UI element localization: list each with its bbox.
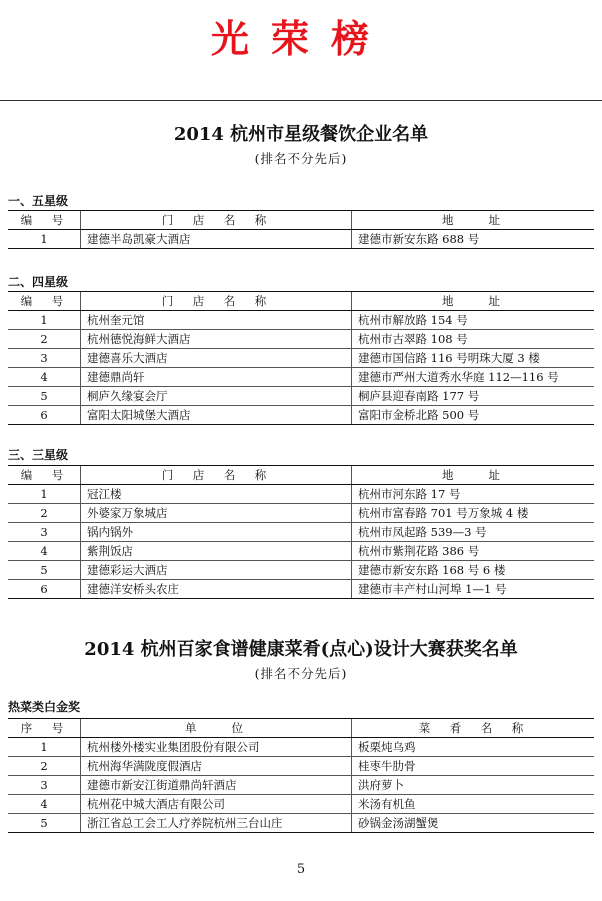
section1-subtitle: (排名不分先后) (254, 151, 348, 166)
table-row (8, 776, 594, 795)
category-three-star: 三、三星级 (8, 448, 69, 462)
row-dish: 板栗炖乌鸡 (352, 738, 595, 757)
row-store: 富阳太阳城堡大酒店 (81, 406, 352, 425)
row-store: 建德鼎尚轩 (81, 368, 352, 387)
category-five-star: 一、五星级 (8, 194, 69, 208)
page-number: 5 (296, 862, 306, 877)
row-address: 桐庐县迎春南路 177 号 (352, 387, 595, 406)
row-no: 4 (8, 542, 81, 561)
col-header-address: 地 址 (352, 466, 595, 485)
row-unit: 杭州楼外楼实业集团股份有限公司 (81, 738, 352, 757)
row-address: 杭州市凤起路 539—3 号 (352, 523, 595, 542)
col-header-dish: 菜 肴 名 称 (352, 719, 595, 738)
col-header-no: 序 号 (8, 719, 81, 738)
table-row (8, 230, 594, 249)
row-store: 建德洋安桥头农庄 (81, 580, 352, 599)
row-no: 3 (8, 523, 81, 542)
page-title: 光荣榜 (210, 17, 391, 61)
row-address: 杭州市富春路 701 号万象城 4 楼 (352, 504, 595, 523)
row-store: 建德彩运大酒店 (81, 561, 352, 580)
table-row (8, 814, 594, 833)
row-no: 2 (8, 330, 81, 349)
row-unit: 浙江省总工会工人疗养院杭州三台山庄 (81, 814, 352, 833)
row-no: 4 (8, 368, 81, 387)
row-no: 5 (8, 814, 81, 833)
col-header-unit: 单 位 (81, 719, 352, 738)
row-no: 1 (8, 738, 81, 757)
row-store: 建德半岛凯豪大酒店 (81, 230, 352, 249)
table-row (8, 368, 594, 387)
row-no: 3 (8, 776, 81, 795)
row-store: 杭州奎元馆 (81, 311, 352, 330)
table-row (8, 387, 594, 406)
section2-subtitle: (排名不分先后) (254, 666, 348, 681)
col-header-store: 门 店 名 称 (81, 211, 352, 230)
row-no: 1 (8, 311, 81, 330)
row-no: 2 (8, 504, 81, 523)
col-header-no: 编 号 (8, 292, 81, 311)
category-platinum-award: 热菜类白金奖 (8, 700, 81, 714)
col-header-store: 门 店 名 称 (81, 466, 352, 485)
row-dish: 砂锅金汤湖蟹煲 (352, 814, 595, 833)
row-no: 6 (8, 580, 81, 599)
row-dish: 米汤有机鱼 (352, 795, 595, 814)
award-table (8, 718, 594, 833)
row-unit: 杭州海华满陇度假酒店 (81, 757, 352, 776)
table-row (8, 561, 594, 580)
five-star-table (8, 210, 594, 249)
col-header-no: 编 号 (8, 466, 81, 485)
col-header-address: 地 址 (352, 211, 595, 230)
table-row (8, 580, 594, 599)
table-row (8, 406, 594, 425)
col-header-store: 门 店 名 称 (81, 292, 352, 311)
table-row (8, 504, 594, 523)
row-address: 杭州市河东路 17 号 (352, 485, 595, 504)
row-no: 3 (8, 349, 81, 368)
table-row (8, 330, 594, 349)
row-address: 建德市严州大道秀水华庭 112—116 号 (352, 368, 595, 387)
row-dish: 桂枣牛肋骨 (352, 757, 595, 776)
row-store: 紫荆饭店 (81, 542, 352, 561)
table-row (8, 349, 594, 368)
row-unit: 建德市新安江街道鼎尚轩酒店 (81, 776, 352, 795)
row-store: 冠江楼 (81, 485, 352, 504)
row-store: 外婆家万象城店 (81, 504, 352, 523)
row-address: 建德市国信路 116 号明珠大厦 3 楼 (352, 349, 595, 368)
row-address: 杭州市解放路 154 号 (352, 311, 595, 330)
row-address: 杭州市紫荆花路 386 号 (352, 542, 595, 561)
four-star-table (8, 291, 594, 425)
row-no: 1 (8, 485, 81, 504)
row-no: 1 (8, 230, 81, 249)
row-no: 6 (8, 406, 81, 425)
table-row (8, 311, 594, 330)
row-store: 桐庐久缘宴会厅 (81, 387, 352, 406)
row-address: 建德市新安东路 168 号 6 楼 (352, 561, 595, 580)
row-no: 2 (8, 757, 81, 776)
table-row (8, 523, 594, 542)
section1-title: 2014 杭州市星级餐饮企业名单 (173, 124, 429, 145)
row-no: 5 (8, 561, 81, 580)
col-header-no: 编 号 (8, 211, 81, 230)
row-store: 杭州德悦海鲜大酒店 (81, 330, 352, 349)
row-unit: 杭州花中城大酒店有限公司 (81, 795, 352, 814)
header-rule (0, 100, 602, 101)
table-row (8, 757, 594, 776)
row-store: 锅内锅外 (81, 523, 352, 542)
row-dish: 洪府萝卜 (352, 776, 595, 795)
three-star-table (8, 465, 594, 599)
row-address: 杭州市古翠路 108 号 (352, 330, 595, 349)
row-address: 富阳市金桥北路 500 号 (352, 406, 595, 425)
row-no: 5 (8, 387, 81, 406)
section2-title: 2014 杭州百家食谱健康菜肴(点心)设计大赛获奖名单 (84, 639, 518, 660)
table-row (8, 542, 594, 561)
row-address: 建德市丰产村山河埠 1—1 号 (352, 580, 595, 599)
table-row (8, 738, 594, 757)
table-row (8, 795, 594, 814)
table-row (8, 485, 594, 504)
row-address: 建德市新安东路 688 号 (352, 230, 595, 249)
row-no: 4 (8, 795, 81, 814)
col-header-address: 地 址 (352, 292, 595, 311)
category-four-star: 二、四星级 (8, 275, 69, 289)
row-store: 建德喜乐大酒店 (81, 349, 352, 368)
